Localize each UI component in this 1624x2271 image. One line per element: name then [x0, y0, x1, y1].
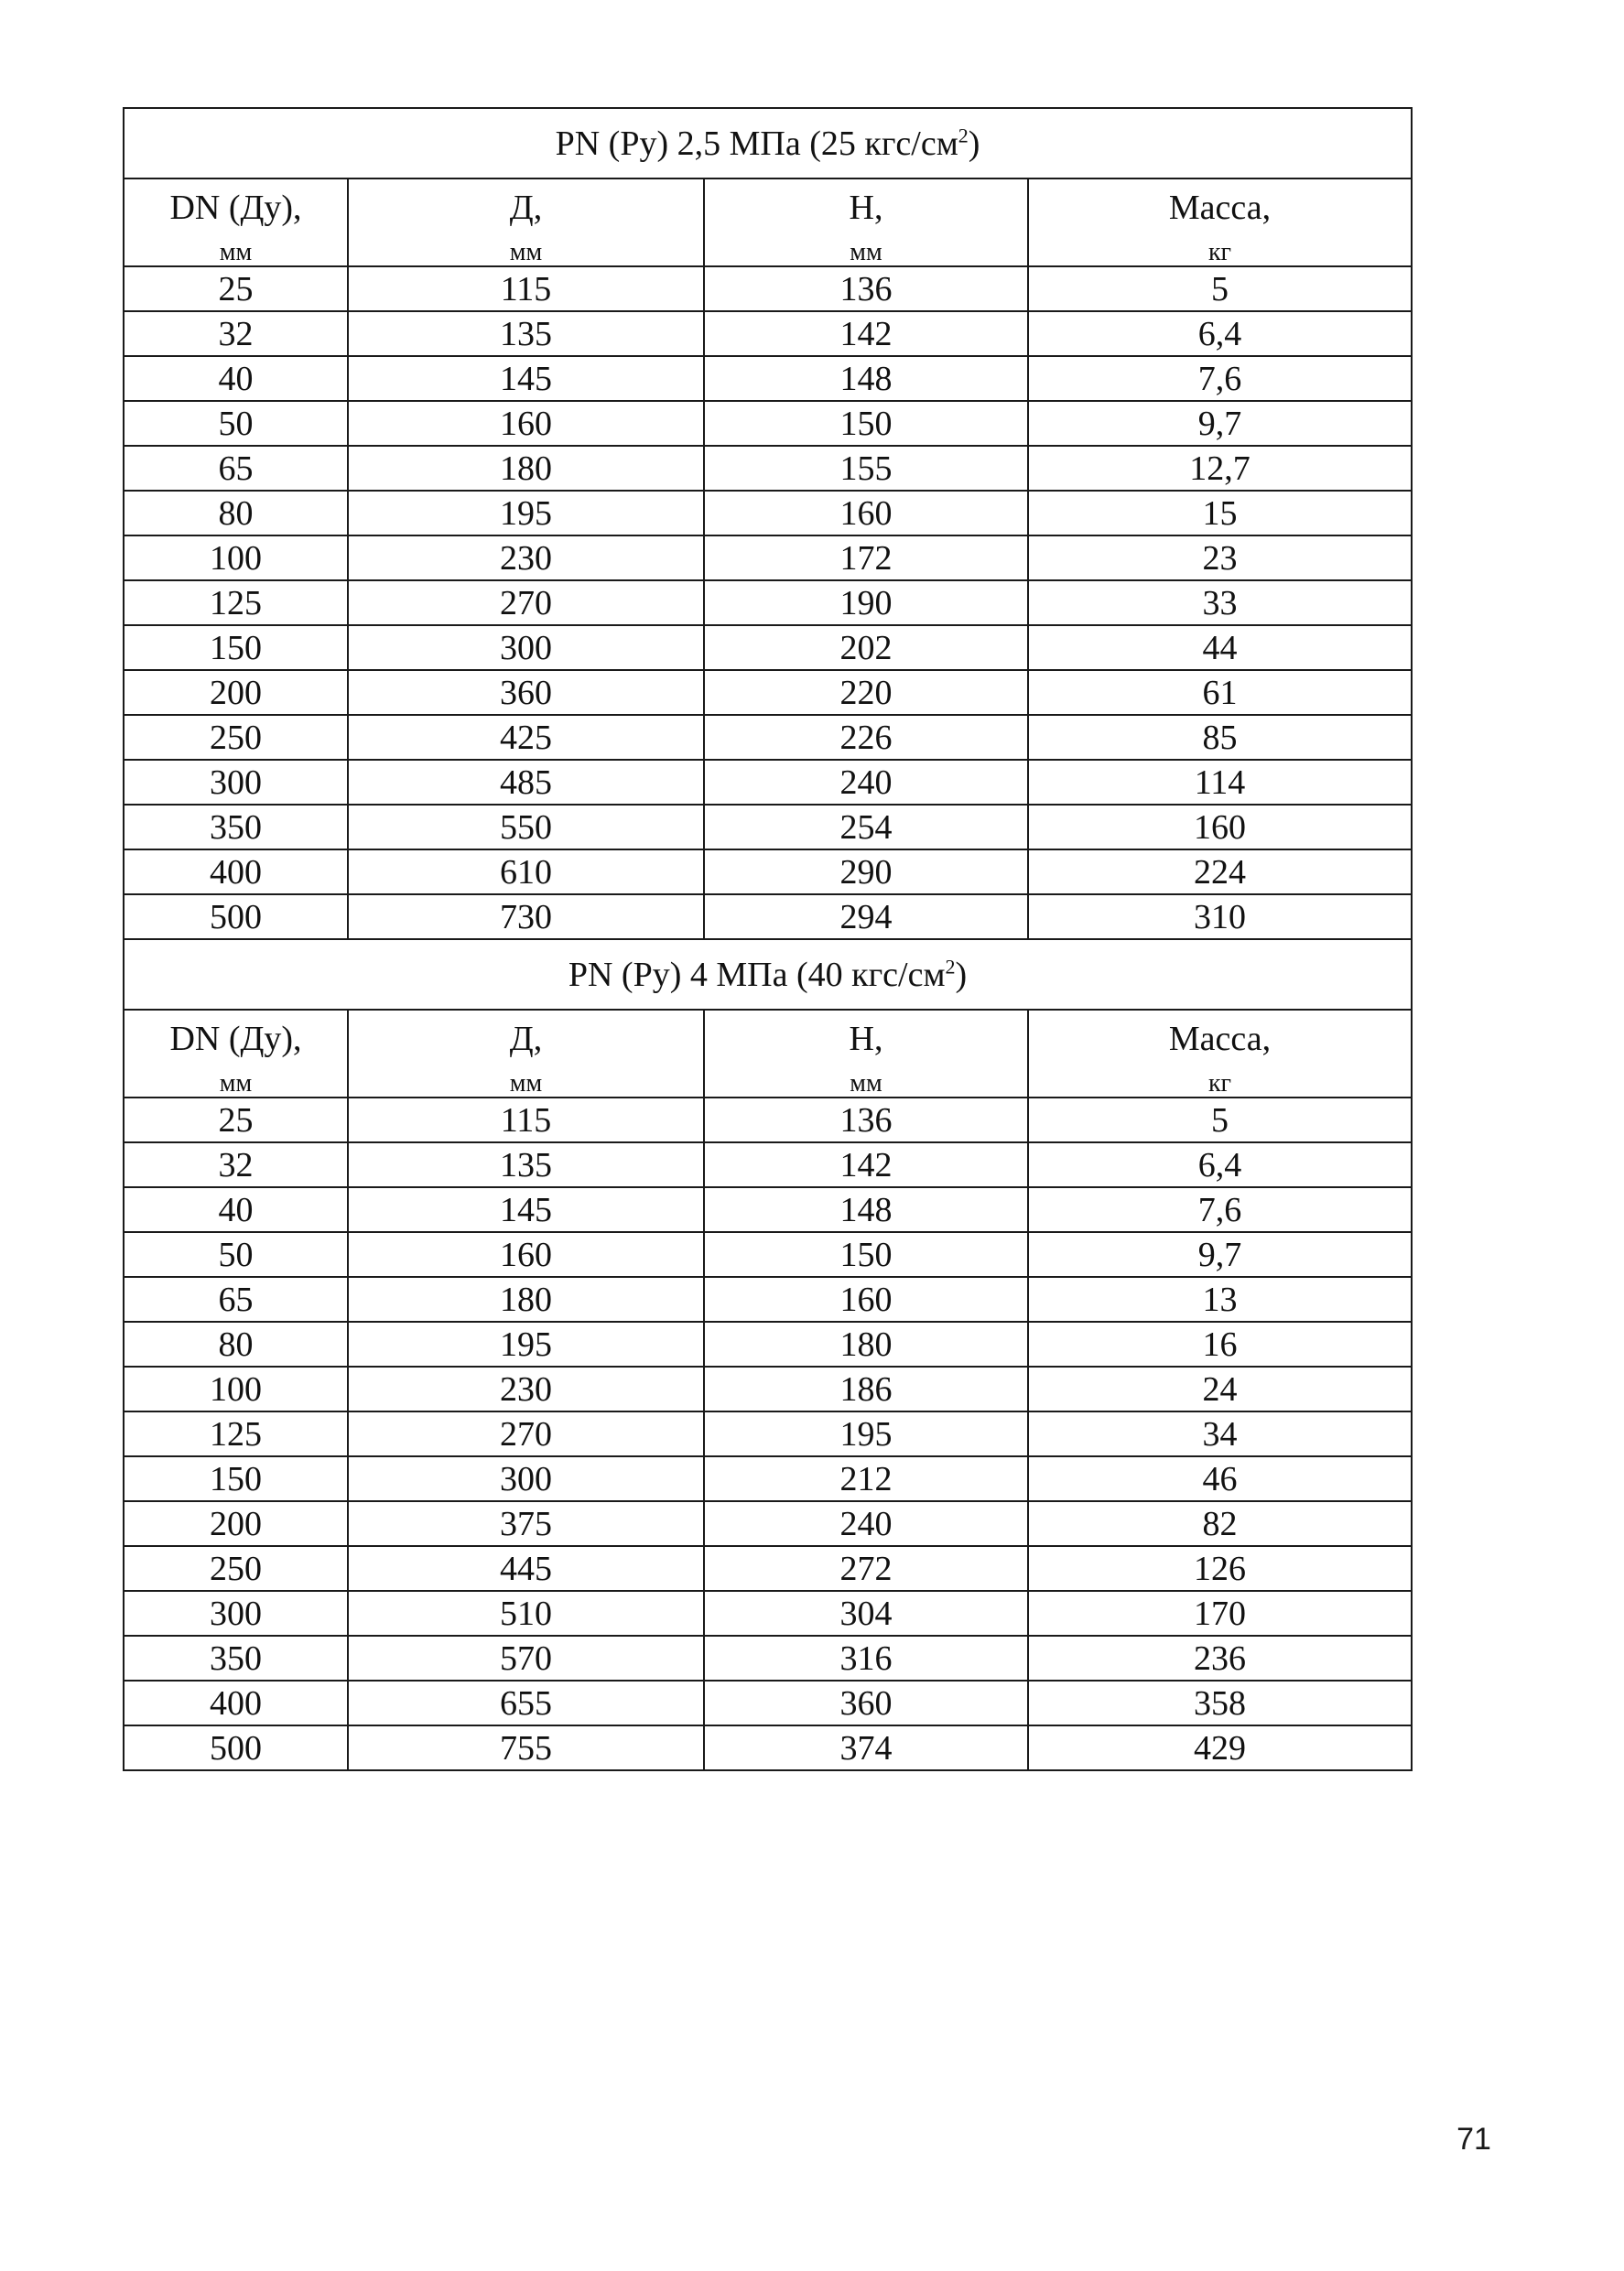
cell-d: 300 — [348, 625, 704, 670]
cell-d: 115 — [348, 266, 704, 311]
column-header-d — [348, 178, 704, 266]
cell-dn: 300 — [124, 1591, 348, 1636]
column-header-unit: мм — [219, 1069, 253, 1098]
cell-mass: 358 — [1028, 1681, 1412, 1725]
column-header-h — [704, 1010, 1028, 1098]
page-number: 71 — [1456, 2122, 1491, 2157]
column-header-title: DN (Ду), — [169, 1020, 302, 1058]
cell-d: 115 — [348, 1098, 704, 1142]
table-row — [124, 401, 1412, 446]
cell-dn: 300 — [124, 760, 348, 805]
cell-dn: 32 — [124, 1142, 348, 1187]
cell-dn: 400 — [124, 849, 348, 894]
column-header-unit: мм — [219, 238, 253, 266]
table-row — [124, 1546, 1412, 1591]
cell-h: 240 — [704, 1501, 1028, 1546]
cell-h: 374 — [704, 1725, 1028, 1770]
cell-mass: 310 — [1028, 894, 1412, 939]
cell-h: 290 — [704, 849, 1028, 894]
table-row — [124, 625, 1412, 670]
column-header-title: DN (Ду), — [169, 189, 302, 227]
cell-mass: 9,7 — [1028, 1232, 1412, 1277]
cell-mass: 6,4 — [1028, 311, 1412, 356]
cell-mass: 236 — [1028, 1636, 1412, 1681]
caption-superscript: 2 — [958, 123, 969, 146]
column-header-title: Д, — [509, 189, 543, 227]
cell-mass: 33 — [1028, 580, 1412, 625]
cell-h: 148 — [704, 1187, 1028, 1232]
cell-mass: 16 — [1028, 1322, 1412, 1367]
column-header-unit: мм — [509, 1069, 543, 1098]
table-row — [124, 1681, 1412, 1725]
cell-h: 172 — [704, 535, 1028, 580]
column-header-d — [348, 1010, 704, 1098]
table-row — [124, 266, 1412, 311]
cell-h: 150 — [704, 401, 1028, 446]
table-row — [124, 670, 1412, 715]
cell-dn: 80 — [124, 1322, 348, 1367]
cell-h: 254 — [704, 805, 1028, 849]
cell-mass: 15 — [1028, 491, 1412, 535]
caption-close: ) — [955, 955, 968, 994]
column-header-row — [124, 1010, 1412, 1098]
column-header-title: Н, — [849, 189, 883, 227]
section-caption — [124, 108, 1412, 178]
cell-d: 180 — [348, 1277, 704, 1322]
cell-d: 145 — [348, 1187, 704, 1232]
cell-d: 270 — [348, 580, 704, 625]
cell-d: 145 — [348, 356, 704, 401]
table-row — [124, 1142, 1412, 1187]
cell-mass: 13 — [1028, 1277, 1412, 1322]
table-row — [124, 1591, 1412, 1636]
cell-h: 136 — [704, 266, 1028, 311]
cell-mass: 7,6 — [1028, 1187, 1412, 1232]
cell-h: 142 — [704, 311, 1028, 356]
cell-dn: 500 — [124, 1725, 348, 1770]
cell-d: 135 — [348, 1142, 704, 1187]
cell-dn: 125 — [124, 1411, 348, 1456]
cell-dn: 500 — [124, 894, 348, 939]
cell-mass: 114 — [1028, 760, 1412, 805]
column-header-h — [704, 178, 1028, 266]
table-row — [124, 1277, 1412, 1322]
cell-d: 610 — [348, 849, 704, 894]
cell-mass: 160 — [1028, 805, 1412, 849]
column-header-unit: мм — [850, 238, 882, 266]
cell-d: 655 — [348, 1681, 704, 1725]
cell-dn: 125 — [124, 580, 348, 625]
column-header-title: Д, — [509, 1020, 543, 1058]
table-row — [124, 446, 1412, 491]
cell-h: 202 — [704, 625, 1028, 670]
cell-d: 300 — [348, 1456, 704, 1501]
cell-dn: 65 — [124, 1277, 348, 1322]
cell-mass: 6,4 — [1028, 1142, 1412, 1187]
cell-h: 272 — [704, 1546, 1028, 1591]
cell-d: 375 — [348, 1501, 704, 1546]
cell-h: 155 — [704, 446, 1028, 491]
column-header-title: Масса, — [1168, 1020, 1272, 1058]
table-row — [124, 715, 1412, 760]
caption-text: PN (Ру) 2,5 МПа (25 кгс/см — [555, 124, 958, 163]
table-row — [124, 1636, 1412, 1681]
cell-h: 136 — [704, 1098, 1028, 1142]
cell-h: 186 — [704, 1367, 1028, 1411]
cell-dn: 65 — [124, 446, 348, 491]
cell-h: 226 — [704, 715, 1028, 760]
cell-h: 160 — [704, 491, 1028, 535]
cell-mass: 170 — [1028, 1591, 1412, 1636]
cell-dn: 50 — [124, 1232, 348, 1277]
cell-d: 445 — [348, 1546, 704, 1591]
cell-h: 180 — [704, 1322, 1028, 1367]
cell-h: 142 — [704, 1142, 1028, 1187]
table-row — [124, 1232, 1412, 1277]
table-row — [124, 535, 1412, 580]
cell-h: 220 — [704, 670, 1028, 715]
cell-mass: 44 — [1028, 625, 1412, 670]
column-header-dn — [124, 1010, 348, 1098]
cell-dn: 250 — [124, 715, 348, 760]
column-header-unit: мм — [509, 238, 543, 266]
cell-mass: 46 — [1028, 1456, 1412, 1501]
table-row — [124, 491, 1412, 535]
cell-h: 150 — [704, 1232, 1028, 1277]
cell-h: 360 — [704, 1681, 1028, 1725]
cell-h: 240 — [704, 760, 1028, 805]
table-row — [124, 849, 1412, 894]
table-row — [124, 1098, 1412, 1142]
cell-mass: 429 — [1028, 1725, 1412, 1770]
cell-d: 160 — [348, 401, 704, 446]
cell-dn: 80 — [124, 491, 348, 535]
cell-h: 212 — [704, 1456, 1028, 1501]
cell-mass: 85 — [1028, 715, 1412, 760]
cell-dn: 200 — [124, 1501, 348, 1546]
caption-superscript: 2 — [945, 954, 956, 978]
cell-d: 425 — [348, 715, 704, 760]
cell-dn: 50 — [124, 401, 348, 446]
cell-h: 304 — [704, 1591, 1028, 1636]
cell-h: 190 — [704, 580, 1028, 625]
cell-dn: 150 — [124, 1456, 348, 1501]
cell-mass: 5 — [1028, 266, 1412, 311]
cell-d: 360 — [348, 670, 704, 715]
table-row — [124, 805, 1412, 849]
cell-dn: 350 — [124, 805, 348, 849]
cell-d: 730 — [348, 894, 704, 939]
cell-dn: 250 — [124, 1546, 348, 1591]
cell-dn: 40 — [124, 356, 348, 401]
table-row — [124, 1501, 1412, 1546]
cell-d: 135 — [348, 311, 704, 356]
cell-h: 195 — [704, 1411, 1028, 1456]
table-row — [124, 894, 1412, 939]
column-header-unit: кг — [1207, 1069, 1232, 1098]
table-row — [124, 580, 1412, 625]
cell-mass: 24 — [1028, 1367, 1412, 1411]
column-header-unit: мм — [850, 1069, 882, 1098]
cell-mass: 23 — [1028, 535, 1412, 580]
section-caption — [124, 939, 1412, 1010]
cell-mass: 126 — [1028, 1546, 1412, 1591]
cell-mass: 34 — [1028, 1411, 1412, 1456]
column-header-unit: кг — [1207, 238, 1232, 266]
column-header-row — [124, 178, 1412, 266]
cell-dn: 100 — [124, 1367, 348, 1411]
table-row — [124, 1367, 1412, 1411]
cell-dn: 40 — [124, 1187, 348, 1232]
cell-dn: 25 — [124, 1098, 348, 1142]
table-row — [124, 1411, 1412, 1456]
cell-d: 195 — [348, 1322, 704, 1367]
caption-text: PN (Ру) 4 МПа (40 кгс/см — [568, 955, 946, 994]
table-row — [124, 356, 1412, 401]
column-header-mass — [1028, 178, 1412, 266]
cell-d: 230 — [348, 535, 704, 580]
cell-d: 755 — [348, 1725, 704, 1770]
cell-mass: 224 — [1028, 849, 1412, 894]
cell-dn: 25 — [124, 266, 348, 311]
cell-dn: 100 — [124, 535, 348, 580]
flange-spec-table — [123, 107, 1413, 1771]
cell-mass: 12,7 — [1028, 446, 1412, 491]
cell-mass: 9,7 — [1028, 401, 1412, 446]
cell-d: 195 — [348, 491, 704, 535]
cell-dn: 150 — [124, 625, 348, 670]
cell-h: 160 — [704, 1277, 1028, 1322]
column-header-dn — [124, 178, 348, 266]
cell-d: 485 — [348, 760, 704, 805]
cell-d: 270 — [348, 1411, 704, 1456]
section-caption-row — [124, 108, 1412, 178]
caption-close: ) — [968, 124, 980, 163]
cell-mass: 82 — [1028, 1501, 1412, 1546]
column-header-mass — [1028, 1010, 1412, 1098]
cell-dn: 400 — [124, 1681, 348, 1725]
cell-mass: 5 — [1028, 1098, 1412, 1142]
cell-dn: 200 — [124, 670, 348, 715]
cell-dn: 32 — [124, 311, 348, 356]
cell-h: 294 — [704, 894, 1028, 939]
cell-dn: 350 — [124, 1636, 348, 1681]
cell-d: 510 — [348, 1591, 704, 1636]
cell-h: 148 — [704, 356, 1028, 401]
table-row — [124, 760, 1412, 805]
cell-d: 550 — [348, 805, 704, 849]
cell-mass: 61 — [1028, 670, 1412, 715]
cell-d: 180 — [348, 446, 704, 491]
table-row — [124, 311, 1412, 356]
cell-d: 230 — [348, 1367, 704, 1411]
column-header-title: Н, — [849, 1020, 883, 1058]
table-row — [124, 1725, 1412, 1770]
cell-mass: 7,6 — [1028, 356, 1412, 401]
cell-d: 570 — [348, 1636, 704, 1681]
section-caption-row — [124, 939, 1412, 1010]
cell-h: 316 — [704, 1636, 1028, 1681]
table-row — [124, 1322, 1412, 1367]
table-row — [124, 1187, 1412, 1232]
cell-d: 160 — [348, 1232, 704, 1277]
table-row — [124, 1456, 1412, 1501]
column-header-title: Масса, — [1168, 189, 1272, 227]
